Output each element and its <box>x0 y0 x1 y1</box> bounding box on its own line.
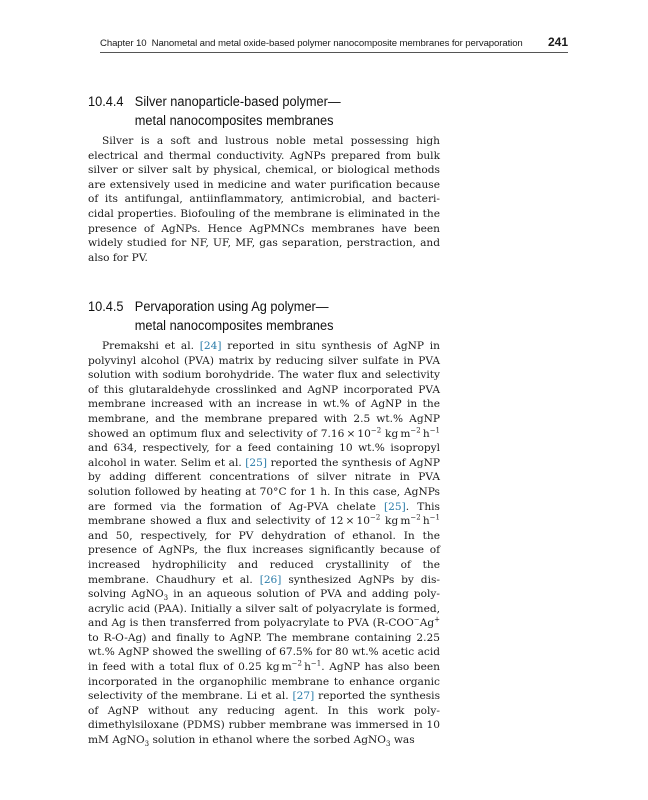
subscript: 3 <box>385 740 391 749</box>
text-run: to R-O-Ag) and finally to AgNP. The membrane containing 2.25 wt.% AgNP showed the swelling of 67.5% for 80 wt.% acetic acid in feed with a total flux of 0.25 kg m <box>88 631 440 674</box>
text-run: kg m <box>380 515 411 528</box>
citation-link[interactable]: [27] <box>292 690 315 703</box>
section-heading-10-4-5 <box>88 298 412 336</box>
superscript: −1 <box>429 426 441 435</box>
chapter-title: Nanometal and metal oxide-based polymer nanocomposite membranes for pervaporation <box>151 38 523 49</box>
text-run: Premakshi et al. <box>102 340 200 352</box>
citation-link[interactable]: [25] <box>384 500 406 513</box>
text-run: in an aqueous solution of PVA and adding polyacrylic acid (PAA). Initially a silver salt of polyacrylate is formed, and Ag is then transferred from polyacrylate to PVA (R-COO <box>88 588 441 630</box>
superscript: −2 <box>410 426 421 435</box>
running-title <box>100 38 523 49</box>
subscript: 3 <box>163 594 169 603</box>
section-title-line2: metal nanocomposites membranes <box>134 113 334 129</box>
superscript: −2 <box>370 513 381 522</box>
text-run: Ag <box>419 617 435 630</box>
text-run: and 50, respectively, for PV dehydration of ethanol. In the presence of AgNPs, the flux increases significantly because of increased hydrophilicity and reduced crystallinity of the membrane. Chaudhury et al. <box>88 529 440 586</box>
text-run: h <box>420 515 430 528</box>
paragraph: Silver is a soft and lustrous noble metal possessing high electrical and thermal conductivity. AgNPs prepared from bulk silver or silver salt by physical, chemical, or biological methods are extensively used in medicine and water purification because of its antifungal, antiinflammatory, antimicrobial, and bactericidal properties. Biofouling of the membrane is eliminated in the presence of AgNPs. Hence AgPMNCs membranes have been widely studied for NF, UF, MF, gas separation, perstraction, and also for PV. <box>88 135 440 264</box>
subscript: 3 <box>144 740 150 749</box>
text-run: synthesized AgNPs by dissolving AgNO <box>88 573 440 601</box>
section-title-line1: Silver nanoparticle-based polymer— <box>134 94 341 110</box>
superscript: − <box>413 615 420 624</box>
text-run: was <box>390 734 415 747</box>
section-number: 10.4.4 <box>88 94 124 110</box>
text-run: and 634, respectively, for a feed containing 10 wt.% isopropyl alcohol in water. Selim et al. <box>88 442 440 469</box>
chapter-label: Chapter 10 <box>100 38 147 49</box>
superscript: −1 <box>310 659 322 668</box>
text-run: h <box>301 661 311 674</box>
text-run: reported the synthesis of AgNP by adding different concentrations of silver nitrate in PVA solution followed by heating at 70°C for 1 h. In this case, AgNPs are formed via the formation of Ag-PVA chelate <box>88 456 440 513</box>
section-number: 10.4.5 <box>88 299 124 315</box>
paragraph <box>88 339 440 748</box>
running-header <box>100 35 568 49</box>
superscript: −1 <box>429 513 440 522</box>
section-title-line1: Pervaporation using Ag polymer— <box>134 299 329 315</box>
citation-link[interactable]: [24] <box>199 340 222 352</box>
text-run: solution in ethanol where the sorbed AgNO <box>149 734 386 747</box>
text-run: kg m <box>381 427 411 440</box>
text-run: . This membrane showed a flux and selectivity of 12 × 10 <box>88 500 440 528</box>
section-body-10-4-4 <box>88 134 440 265</box>
text-run: reported in situ synthesis of AgNP in polyvinyl alcohol (PVA) matrix by reducing silver sulfate in PVA solution with sodium borohydride. The water flux and selectivity of this glutaraldehyde crosslinked and AgNP incorporated PVA membrane increased with an increase in wt.% of AgNP in the membrane, and the membrane prepared with 2.5 wt.% AgNP showed an optimum flux and selectivity of 7.16 × 10 <box>88 340 440 440</box>
text-run: reported the synthesis of AgNP without any reducing agent. In this work polydimethylsiloxane (PDMS) rubber membrane was immersed in 10 mM AgNO <box>88 690 441 747</box>
superscript: −2 <box>410 513 421 522</box>
header-rule <box>100 52 568 53</box>
superscript: −2 <box>291 659 302 668</box>
superscript: −2 <box>370 426 382 435</box>
text-run: . AgNP has also been incorporated in the organophilic membrane to enhance organic selectivity of the membrane. Li et al. <box>88 661 440 703</box>
citation-link[interactable]: [26] <box>259 573 282 586</box>
section-heading-10-4-4 <box>88 93 412 131</box>
section-title-line2: metal nanocomposites membranes <box>134 318 334 334</box>
citation-link[interactable]: [25] <box>245 456 268 469</box>
text-run: h <box>420 427 430 440</box>
superscript: + <box>434 615 440 624</box>
section-body-10-4-5 <box>88 339 440 748</box>
page-number: 241 <box>547 35 568 49</box>
